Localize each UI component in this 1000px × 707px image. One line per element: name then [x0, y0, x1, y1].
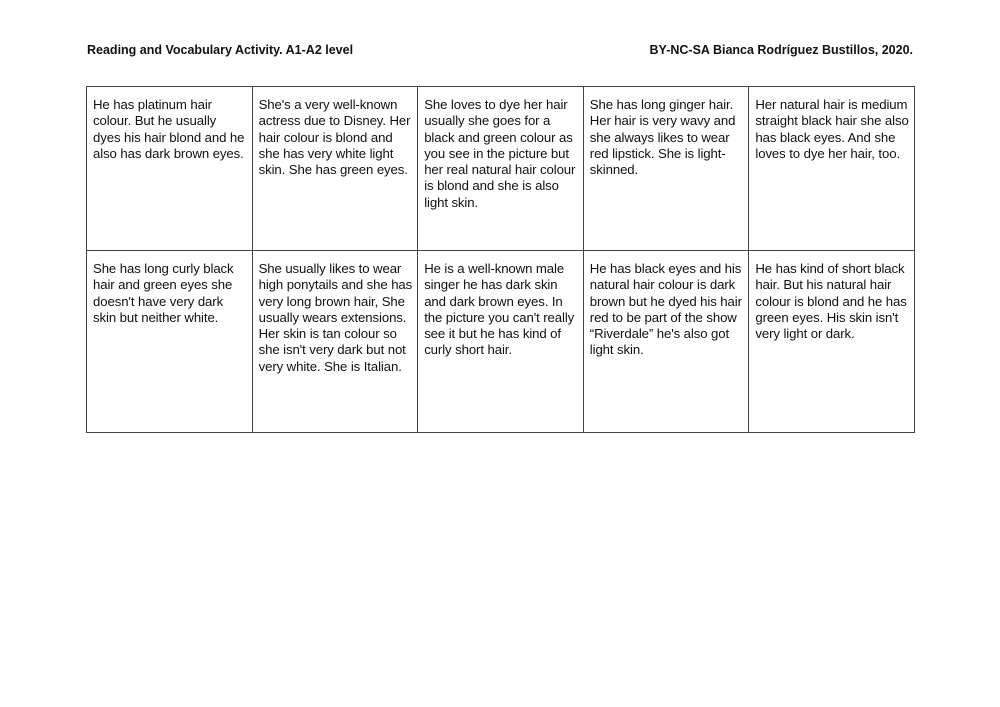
description-cell: He has platinum hair colour. But he usually dyes his hair blond and he also has dark brown eyes. — [87, 87, 253, 251]
description-cell: She has long ginger hair. Her hair is very wavy and she always likes to wear red lipstick. She is light-skinned. — [583, 87, 749, 251]
description-cell: He has kind of short black hair. But his natural hair colour is blond and he has green eyes. His skin isn't very light or dark. — [749, 251, 915, 433]
description-cell: She's a very well-known actress due to Disney. Her hair colour is blond and she has very white light skin. She has green eyes. — [252, 87, 418, 251]
description-cell: She usually likes to wear high ponytails and she has very long brown hair, She usually wears extensions. Her skin is tan colour so she isn't very dark but not very white. She is Italian. — [252, 251, 418, 433]
description-grid — [86, 86, 915, 433]
description-cell: He is a well-known male singer he has dark skin and dark brown eyes. In the picture you can't really see it but he has kind of curly short hair. — [418, 251, 584, 433]
description-cell: She loves to dye her hair usually she goes for a black and green colour as you see in the picture but her real natural hair colour is blond and she is also light skin. — [418, 87, 584, 251]
table-row — [87, 87, 915, 251]
description-cell: He has black eyes and his natural hair colour is dark brown but he dyed his hair red to be part of the show “Riverdale” he's also got light skin. — [583, 251, 749, 433]
license-credit: BY-NC-SA Bianca Rodríguez Bustillos, 2020. — [649, 43, 913, 57]
table-row — [87, 251, 915, 433]
description-cell: She has long curly black hair and green eyes she doesn't have very dark skin but neither white. — [87, 251, 253, 433]
worksheet-title: Reading and Vocabulary Activity. A1-A2 level — [87, 43, 354, 57]
description-cell: Her natural hair is medium straight black hair she also has black eyes. And she loves to dye her hair, too. — [749, 87, 915, 251]
